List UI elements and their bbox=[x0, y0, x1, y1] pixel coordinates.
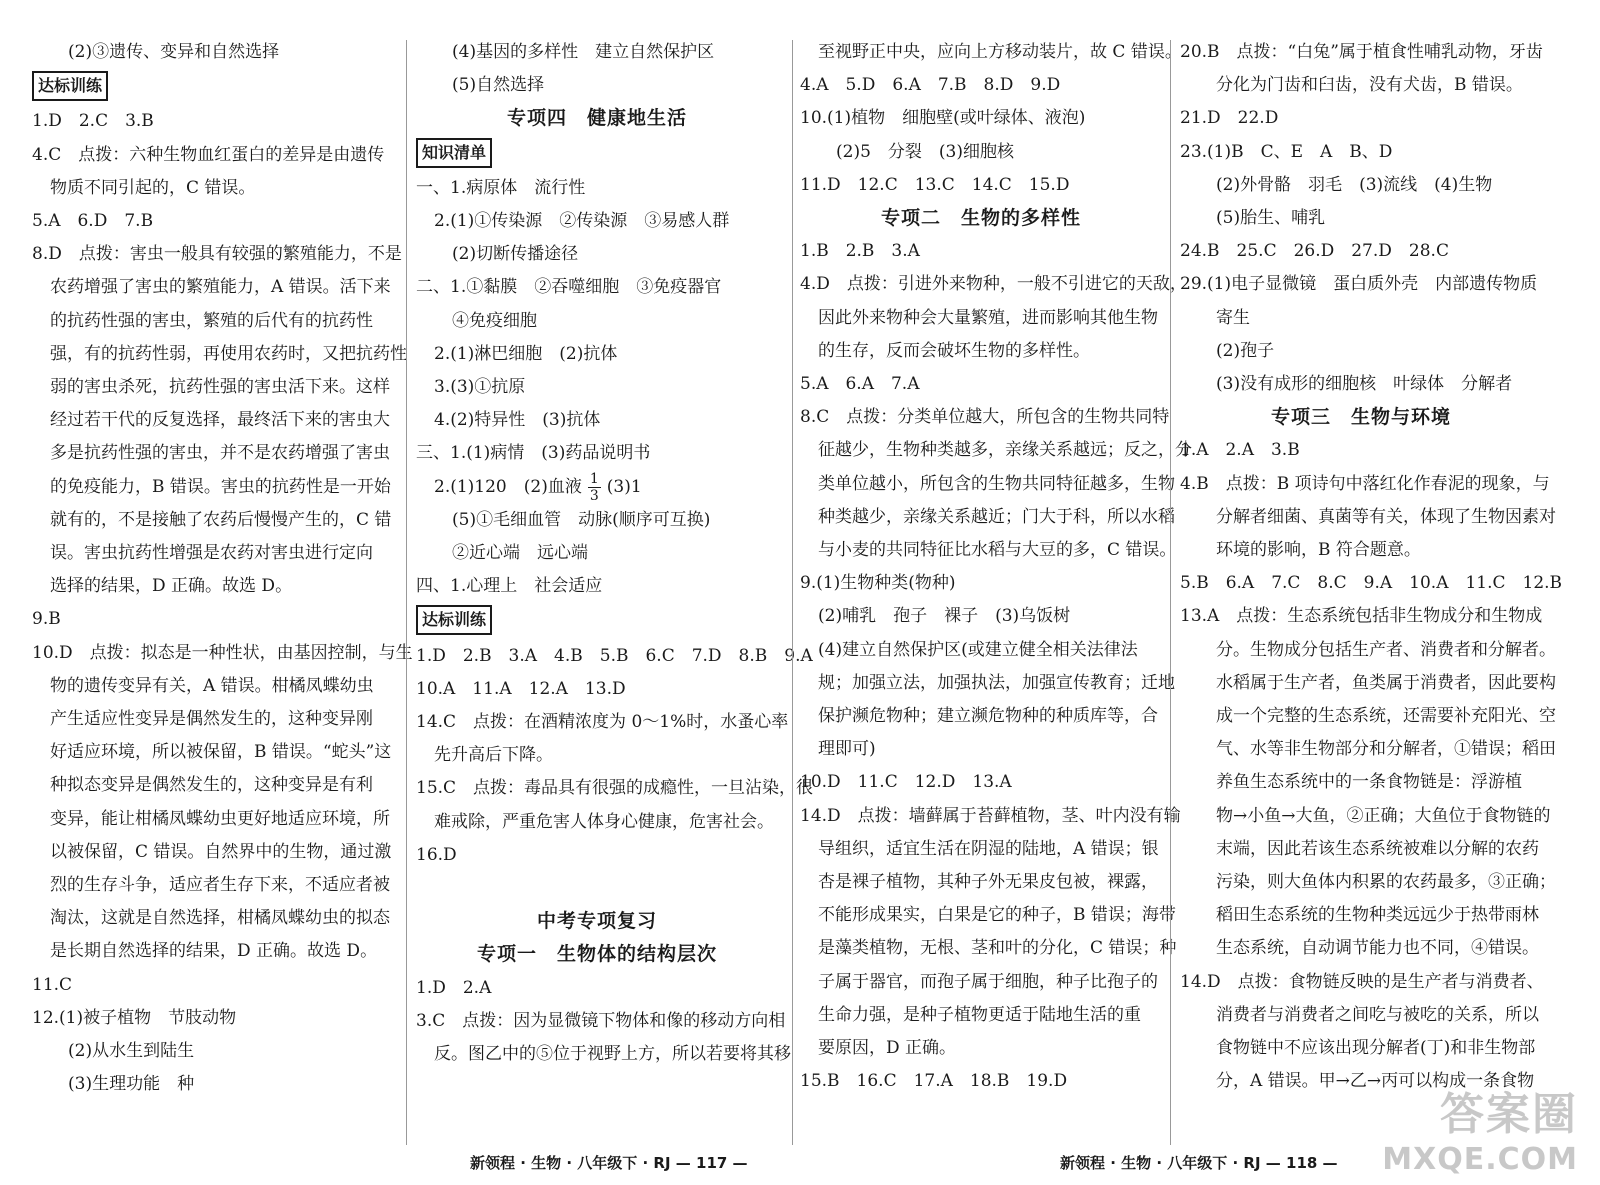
answer-line: 8.C 点拨：分类单位越大，所包含的生物共同特 bbox=[800, 407, 1170, 428]
answer-line: 强，有的抗药性弱，再使用农药时，又把抗药性 bbox=[50, 343, 407, 364]
answer-line: 4.B 点拨：B 项诗句中落红化作春泥的现象，与 bbox=[1180, 473, 1550, 494]
answer-line: 淘汰，这就是自然选择，柑橘凤蝶幼虫的拟态 bbox=[50, 908, 390, 929]
section-label bbox=[32, 70, 394, 103]
answer-line: 寄生 bbox=[1216, 307, 1250, 328]
answer-line: 20.B 点拨：“白兔”属于植食性哺乳动物，牙齿 bbox=[1180, 42, 1543, 62]
answer-line: 10.D 点拨：拟态是一种性状，由基因控制，与生 bbox=[32, 642, 413, 663]
fraction-denominator: 3 bbox=[589, 487, 599, 504]
watermark-url: MXQE.COM bbox=[1382, 1142, 1578, 1177]
column-1 bbox=[32, 36, 413, 1102]
answer-line: 14.C 点拨：在酒精浓度为 0～1%时，水蚤心率 bbox=[416, 712, 789, 733]
answer-line: 因此外来物种会大量繁殖，进而影响其他生物 bbox=[818, 307, 1158, 328]
answer-line: 的生存，反而会破坏生物的多样性。 bbox=[818, 340, 1090, 361]
column-4 bbox=[1180, 36, 1563, 1099]
answer-line: (5)胎生、哺乳 bbox=[1216, 208, 1326, 229]
answer-line: 烈的生存斗争，适应者生存下来，不适应者被 bbox=[50, 875, 390, 896]
answer-line: 2.(1)①传染源 ②传染源 ③易感人群 bbox=[434, 211, 730, 232]
answer-line: 先升高后下降。 bbox=[434, 745, 553, 766]
answer-line: 4.(2)特异性 (3)抗体 bbox=[434, 410, 601, 431]
answer-line: 23.(1)B C、E A B、D bbox=[1180, 141, 1393, 162]
section-heading: 中考专项复习 bbox=[536, 910, 657, 933]
section-heading: 专项一 生物体的结构层次 bbox=[476, 943, 717, 966]
answer-line: (2)切断传播途径 bbox=[452, 244, 579, 265]
answer-line: 是藻类植物，无根、茎和叶的分化，C 错误；种 bbox=[818, 938, 1177, 959]
column-divider bbox=[1170, 40, 1171, 1145]
answer-line: 种类越少，亲缘关系越近；门大于科，所以水稻 bbox=[818, 506, 1175, 527]
answer-line: 好适应环境，所以被保留，B 错误。“蛇头”这 bbox=[50, 742, 392, 763]
answer-line: 稻田生态系统的生物种类远远少于热带雨林 bbox=[1216, 905, 1539, 926]
fraction bbox=[588, 471, 601, 504]
answer-line: 弱的害虫杀死，抗药性强的害虫活下来。这样 bbox=[50, 377, 390, 398]
answer-line: 经过若干代的反复选择，最终活下来的害虫大 bbox=[50, 410, 390, 431]
answer-line: (3)生理功能 种 bbox=[68, 1074, 195, 1095]
answer-line: 9.B bbox=[32, 609, 61, 630]
answer-line: (2)哺乳 孢子 裸子 (3)乌饭树 bbox=[818, 606, 1071, 627]
answer-line: (2)从水生到陆生 bbox=[68, 1041, 195, 1062]
answer-line: 环境的影响，B 符合题意。 bbox=[1216, 540, 1421, 561]
section-label-text: 知识清单 bbox=[416, 138, 492, 168]
answer-line: 产生适应性变异是偶然发生的，这种变异刚 bbox=[50, 709, 373, 730]
answer-line: 食物链中不应该出现分解者(丁)和非生物部 bbox=[1216, 1038, 1536, 1059]
section-heading: 专项四 健康地生活 bbox=[506, 107, 687, 130]
answer-line: 误。害虫抗药性增强是农药对害虫进行定向 bbox=[50, 543, 373, 564]
answer-line: 物的遗传变异有关，A 错误。柑橘凤蝶幼虫 bbox=[50, 675, 374, 696]
answer-line: (5)自然选择 bbox=[452, 75, 545, 96]
answer-line: 24.B 25.C 26.D 27.D 28.C bbox=[1180, 241, 1449, 262]
fraction-suffix: (3)1 bbox=[606, 476, 642, 497]
answer-line: 选择的结果，D 正确。故选 D。 bbox=[50, 576, 293, 597]
answer-line bbox=[416, 872, 778, 905]
answer-line: ④免疫细胞 bbox=[452, 310, 537, 331]
answer-line: (2)5 分裂 (3)细胞核 bbox=[836, 141, 1014, 162]
column-3 bbox=[800, 36, 1192, 1099]
answer-line: 5.A 6.D 7.B bbox=[32, 211, 154, 232]
answer-line: 生态系统，自动调节能力也不同，④错误。 bbox=[1216, 938, 1539, 959]
answer-line: 四、1.心理上 社会适应 bbox=[416, 576, 603, 597]
answer-line: 的抗药性强的害虫，繁殖的后代有的抗药性 bbox=[50, 310, 373, 331]
answer-line: 反。图乙中的⑤位于视野上方，所以若要将其移 bbox=[434, 1044, 791, 1065]
section-heading: 专项二 生物的多样性 bbox=[880, 207, 1081, 230]
answer-line: 11.D 12.C 13.C 14.C 15.D bbox=[800, 174, 1070, 195]
answer-line: (5)①毛细血管 动脉(顺序可互换) bbox=[452, 509, 711, 530]
answer-line: 二、1.①黏膜 ②吞噬细胞 ③免疫器官 bbox=[416, 277, 722, 298]
answer-line: 气、水等非生物部分和分解者，①错误；稻田 bbox=[1216, 739, 1556, 760]
answer-line: 29.(1)电子显微镜 蛋白质外壳 内部遗传物质 bbox=[1180, 274, 1538, 295]
answer-line: 导组织，适宜生活在阴湿的陆地，A 错误；银 bbox=[818, 838, 1159, 859]
answer-line: 13.A 点拨：生态系统包括非生物成分和生物成 bbox=[1180, 606, 1543, 627]
answer-line: 15.C 点拨：毒品具有很强的成瘾性，一旦沾染，很 bbox=[416, 778, 814, 799]
answer-line: 农药增强了害虫的繁殖能力，A 错误。活下来 bbox=[50, 277, 391, 298]
column-2 bbox=[416, 36, 814, 1071]
answer-line: 4.C 点拨：六种生物血红蛋白的差异是由遗传 bbox=[32, 144, 385, 165]
answer-line: (4)基因的多样性 建立自然保护区 bbox=[452, 42, 715, 62]
answer-line: 与小麦的共同特征比水稻与大豆的多，C 错误。 bbox=[818, 540, 1177, 561]
answer-line: 征越少，生物种类越多，亲缘关系越远；反之，分 bbox=[818, 440, 1192, 461]
answer-line: 4.A 5.D 6.A 7.B 8.D 9.D bbox=[800, 75, 1061, 96]
answer-line: 保护濒危物种；建立濒危物种的种质库等，合 bbox=[818, 706, 1158, 727]
answer-line: 8.D 点拨：害虫一般具有较强的繁殖能力，不是 bbox=[32, 244, 402, 265]
answer-line: 消费者与消费者之间吃与被吃的关系，所以 bbox=[1216, 1004, 1539, 1025]
answer-line: 要原因，D 正确。 bbox=[818, 1038, 957, 1059]
answer-line: 至视野正中央，应向上方移动装片，故 C 错误。 bbox=[818, 42, 1182, 62]
answer-line: 1.D 2.B 3.A 4.B 5.B 6.C 7.D 8.B 9.A bbox=[416, 645, 813, 666]
answer-line: 种拟态变异是偶然发生的，这种变异是有利 bbox=[50, 775, 373, 796]
answer-line: (2)外骨骼 羽毛 (3)流线 (4)生物 bbox=[1216, 174, 1493, 195]
answer-line: 分化为门齿和臼齿，没有犬齿，B 错误。 bbox=[1216, 75, 1523, 96]
section-label bbox=[416, 604, 778, 637]
answer-line: 分，A 错误。甲→乙→丙可以构成一条食物 bbox=[1216, 1071, 1535, 1092]
answer-line: 分解者细菌、真菌等有关，体现了生物因素对 bbox=[1216, 506, 1556, 527]
answer-line: (2)孢子 bbox=[1216, 340, 1275, 361]
page-footer-right: 新领程 · 生物 · 八年级下 · RJ — 118 — bbox=[1060, 1154, 1338, 1172]
answer-line: 10.A 11.A 12.A 13.D bbox=[416, 678, 626, 699]
answer-line: 14.D 点拨：墙藓属于苔藓植物，茎、叶内没有输 bbox=[800, 805, 1181, 826]
answer-line: 就有的，不是接触了农药后慢慢产生的，C 错 bbox=[50, 509, 392, 530]
answer-line: 污染，则大鱼体内积累的农药最多，③正确； bbox=[1216, 872, 1556, 893]
answer-line: 理即可) bbox=[818, 739, 876, 760]
answer-line: 子属于器官，而孢子属于细胞，种子比孢子的 bbox=[818, 971, 1158, 992]
answer-line: 5.A 6.A 7.A bbox=[800, 374, 920, 395]
section-label-text: 达标训练 bbox=[416, 605, 492, 635]
answer-line: 11.C bbox=[32, 974, 73, 995]
watermark-logo: 答案圈 bbox=[1440, 1089, 1578, 1140]
answer-line: 10.(1)植物 细胞壁(或叶绿体、液泡) bbox=[800, 108, 1086, 129]
answer-line: 三、1.(1)病情 (3)药品说明书 bbox=[416, 443, 651, 464]
answer-line: 以被保留，C 错误。自然界中的生物，通过激 bbox=[50, 841, 392, 862]
answer-line: 1.B 2.B 3.A bbox=[800, 241, 920, 262]
answer-line: 末端，因此若该生态系统被难以分解的农药 bbox=[1216, 838, 1539, 859]
answer-line: (2)③遗传、变异和自然选择 bbox=[68, 42, 280, 62]
section-label-text: 达标训练 bbox=[32, 71, 108, 101]
answer-line-fraction bbox=[416, 471, 778, 504]
answer-line: 21.D 22.D bbox=[1180, 108, 1279, 129]
answer-line: 5.B 6.A 7.C 8.C 9.A 10.A 11.C 12.B bbox=[1180, 573, 1563, 594]
answer-line: 3.(3)①抗原 bbox=[434, 377, 526, 398]
answer-line: 是长期自然选择的结果，D 正确。故选 D。 bbox=[50, 941, 378, 962]
answer-line: 12.(1)被子植物 节肢动物 bbox=[32, 1007, 237, 1028]
column-divider bbox=[406, 40, 407, 1145]
answer-line: 变异，能让柑橘凤蝶幼虫更好地适应环境，所 bbox=[50, 808, 390, 829]
page-footer-left: 新领程 · 生物 · 八年级下 · RJ — 117 — bbox=[470, 1154, 748, 1172]
answer-line: 成一个完整的生态系统，还需要补充阳光、空 bbox=[1216, 706, 1556, 727]
answer-line: 10.D 11.C 12.D 13.A bbox=[800, 772, 1012, 793]
answer-line: (3)没有成形的细胞核 叶绿体 分解者 bbox=[1216, 374, 1513, 395]
column-divider bbox=[792, 40, 793, 1145]
answer-line: 多是抗药性强的害虫，并不是农药增强了害虫 bbox=[50, 443, 390, 464]
fraction-numerator: 1 bbox=[589, 470, 599, 487]
answer-line: (4)建立自然保护区(或建立健全相关法律法 bbox=[818, 639, 1138, 660]
answer-line: 9.(1)生物种类(物种) bbox=[800, 573, 956, 594]
answer-line: 类单位越小，所包含的生物共同特征越多，生物 bbox=[818, 473, 1175, 494]
answer-line: 生命力强，是种子植物更适于陆地生活的重 bbox=[818, 1004, 1141, 1025]
answer-line: ②近心端 远心端 bbox=[452, 543, 588, 564]
answer-line: 杏是裸子植物，其种子外无果皮包被，裸露， bbox=[818, 872, 1158, 893]
answer-line: 3.C 点拨：因为显微镜下物体和像的移动方向相 bbox=[416, 1010, 786, 1031]
answer-line: 水稻属于生产者，鱼类属于消费者，因此要构 bbox=[1216, 672, 1556, 693]
answer-line: 14.D 点拨：食物链反映的是生产者与消费者、 bbox=[1180, 971, 1544, 992]
answer-line: 1.D 2.C 3.B bbox=[32, 111, 154, 132]
answer-line: 难戒除，严重危害人体身心健康，危害社会。 bbox=[434, 811, 774, 832]
answer-line: 分。生物成分包括生产者、消费者和分解者。 bbox=[1216, 639, 1556, 660]
answer-line: 1.D 2.A bbox=[416, 977, 492, 998]
answer-line: 物→小鱼→大鱼，②正确；大鱼位于食物链的 bbox=[1216, 805, 1551, 826]
answer-line: 2.(1)淋巴细胞 (2)抗体 bbox=[434, 343, 618, 364]
answer-line: 16.D bbox=[416, 844, 457, 865]
watermark bbox=[1382, 1078, 1578, 1177]
answer-line: 不能形成果实，白果是它的种子，B 错误；海带 bbox=[818, 905, 1176, 926]
answer-line: 15.B 16.C 17.A 18.B 19.D bbox=[800, 1071, 1068, 1092]
answer-line: 一、1.病原体 流行性 bbox=[416, 177, 586, 198]
answer-line: 的免疫能力，B 错误。害虫的抗药性是一开始 bbox=[50, 476, 391, 497]
answer-line: 4.D 点拨：引进外来物种，一般不引进它的天敌， bbox=[800, 274, 1187, 295]
answer-line: 规；加强立法，加强执法，加强宣传教育；迁地 bbox=[818, 672, 1175, 693]
answer-line: 物质不同引起的，C 错误。 bbox=[50, 177, 256, 198]
section-heading: 专项三 生物与环境 bbox=[1270, 406, 1451, 429]
fraction-prefix: 2.(1)120 (2)血液 bbox=[434, 476, 582, 497]
answer-line: 养鱼生态系统中的一条食物链是：浮游植 bbox=[1216, 772, 1522, 793]
section-label bbox=[416, 137, 778, 170]
answer-line: 1.A 2.A 3.B bbox=[1180, 440, 1300, 461]
